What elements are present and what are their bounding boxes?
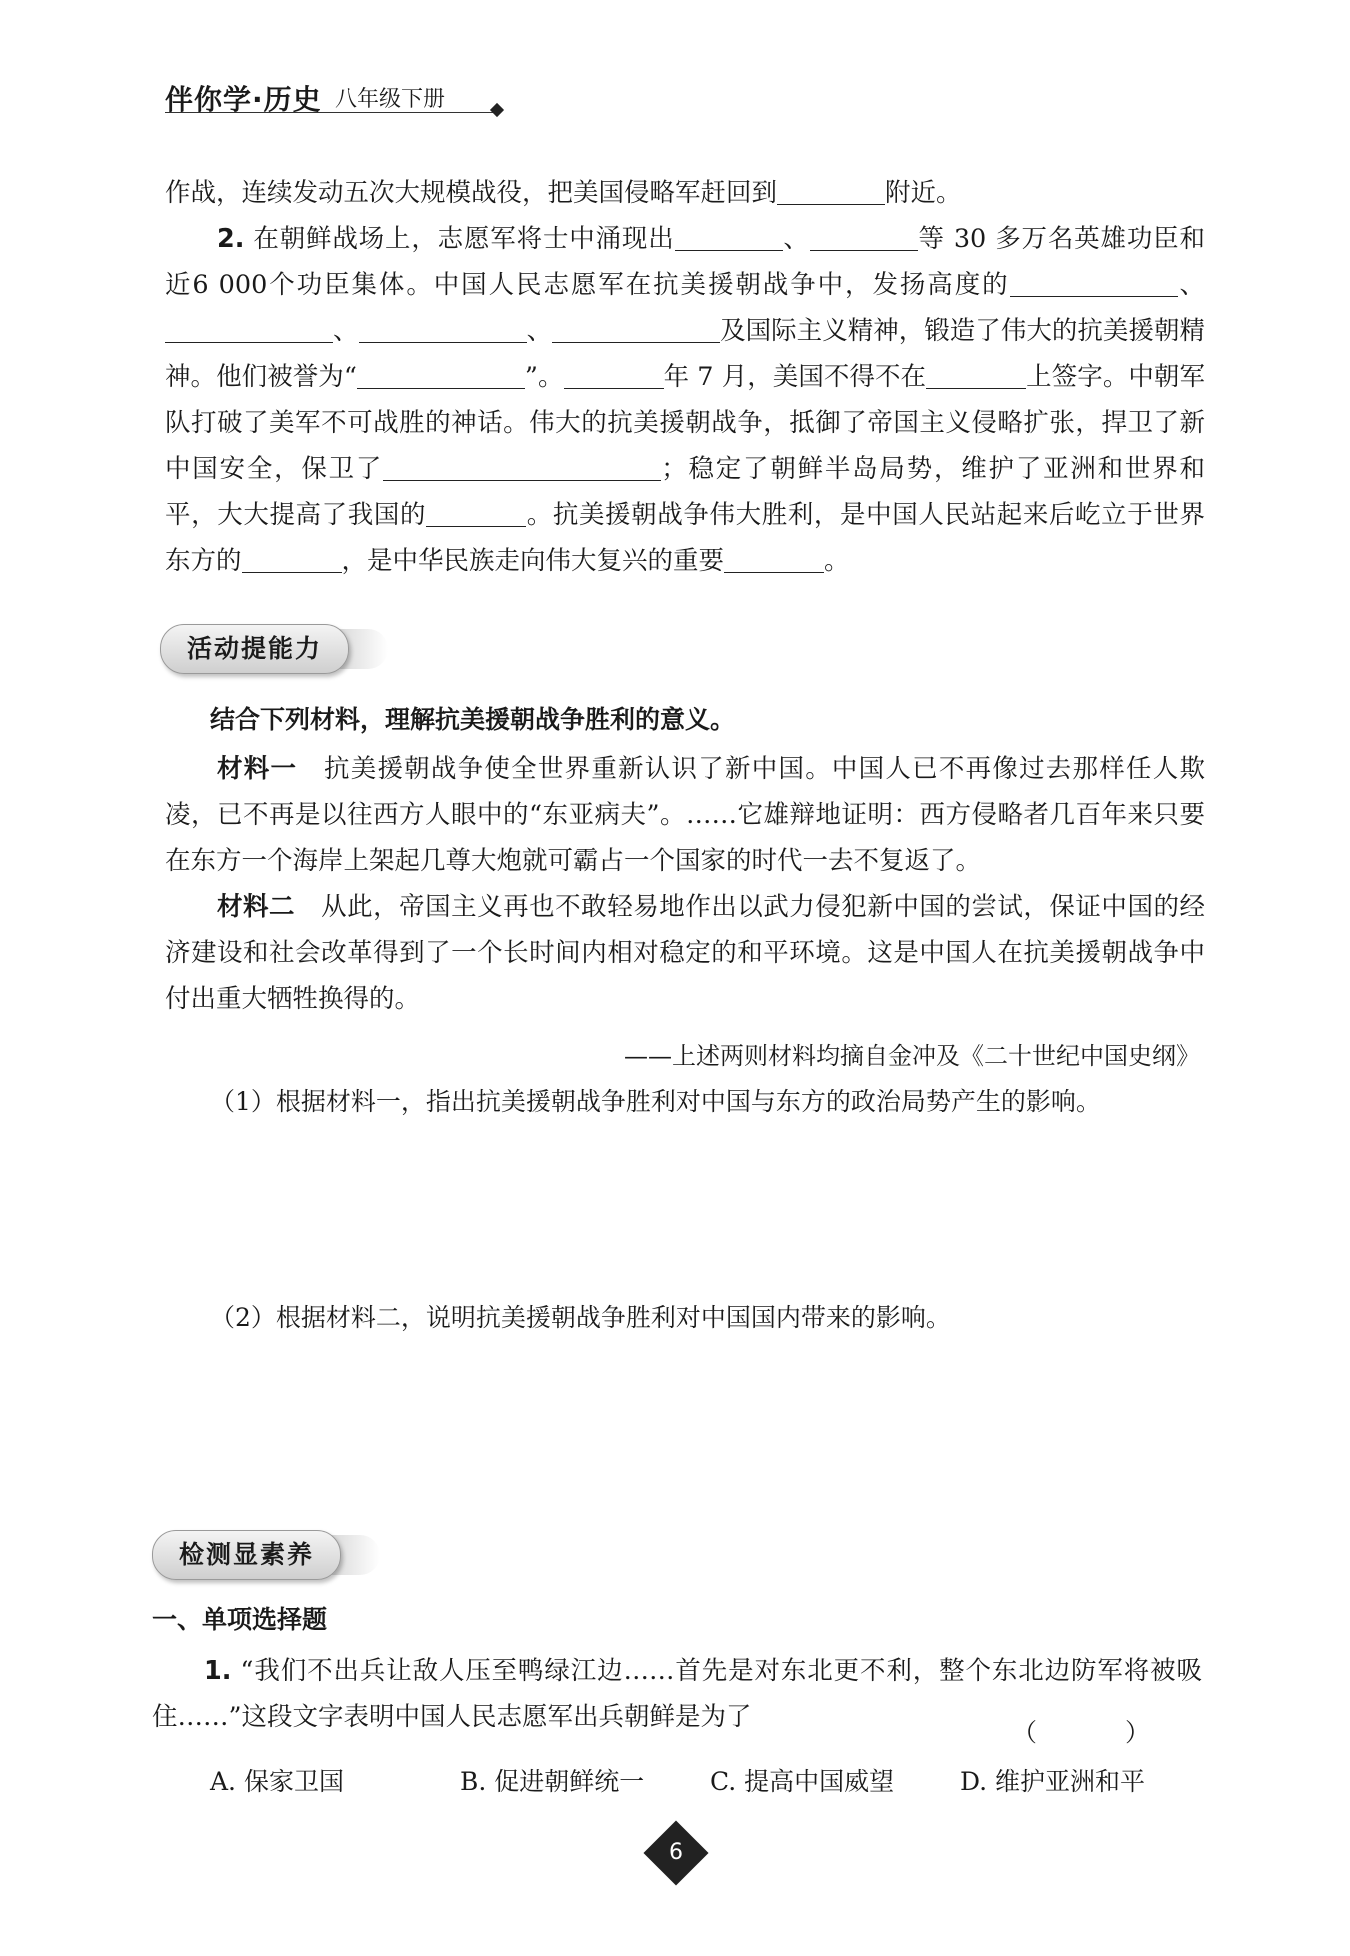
question-number: 2. xyxy=(217,224,245,254)
blank[interactable] xyxy=(165,312,333,343)
test-question-1: 1. “我们不出兵让敌人压至鸭绿江边……首先是对东北更不利，整个东北边防军将被吸住……”这段文字表明中国人民志愿军出兵朝鲜是为了 xyxy=(152,1656,1202,1732)
material-1: 材料一 抗美援朝战争使全世界重新认识了新中国。中国人已不再像过去那样任人欺凌，已不再是以往西方人眼中的“东亚病夫”。……它雄辩地证明：西方侵略者几百年来只要在东方一个海岸上架起几尊大炮就可霸占一个国家的时代一去不复返了。 xyxy=(165,754,1205,876)
option-c[interactable]: C. 提高中国威望 xyxy=(710,1767,895,1796)
blank[interactable] xyxy=(552,312,720,343)
blank[interactable] xyxy=(426,496,526,527)
question-number: 1. xyxy=(204,1656,232,1686)
option-a[interactable]: A. 保家卫国 xyxy=(210,1767,344,1796)
book-grade: 八年级下册 xyxy=(335,87,446,112)
review-question-2: 2. 在朝鲜战场上，志愿军将士中涌现出 、 等 30 多万名英雄功臣和近6 000个功臣集体。中国人民志愿军在抗美援朝战争中，发扬高度的 、、 、 及国际主义精神，锻造了伟大的抗美援朝精神。他们被誉为“ ”。 年 7 月，美国不得不在 上签字。中朝军队打破了美军不可战胜的神话。伟大的抗美援朝战争，抵御了帝国主义侵略扩张，捍卫了新中国安全，保卫了 ；稳定了朝鲜半岛局势，维护了亚洲和世界和平，大大提高了我国的 。抗美援朝战争伟大胜利，是中国人民站起来后屹立于世界东方的 ，是中华民族走向伟大复兴的重要 。 xyxy=(165,216,1205,584)
review-line1: 作战，连续发动五次大规模战役，把美国侵略军赶回到 附近。 xyxy=(165,170,1205,216)
materials-block xyxy=(165,746,1205,1022)
blank[interactable] xyxy=(1010,266,1178,297)
blank[interactable] xyxy=(357,358,525,389)
material-2: 材料二 从此，帝国主义再也不敢轻易地作出以武力侵犯新中国的尝试，保证中国的经济建设和社会改革得到了一个长时间内相对稳定的和平环境。这是中国人在抗美援朝战争中付出重大牺牲换得的。 xyxy=(165,892,1205,1014)
blank[interactable] xyxy=(383,450,661,481)
activity-question-2: （2）根据材料二，说明抗美援朝战争胜利对中国国内带来的影响。 xyxy=(210,1303,951,1332)
blank[interactable] xyxy=(926,358,1026,389)
blank[interactable] xyxy=(564,358,664,389)
material-label: 材料一 xyxy=(217,754,298,784)
header-diamond-icon xyxy=(490,103,504,117)
header-rule xyxy=(165,112,495,113)
option-d[interactable]: D. 维护亚洲和平 xyxy=(960,1767,1146,1796)
activity-question-1: （1）根据材料一，指出抗美援朝战争胜利对中国与东方的政治局势产生的影响。 xyxy=(210,1087,1101,1116)
material-label: 材料二 xyxy=(217,892,296,922)
blank[interactable] xyxy=(810,220,918,251)
section-tab-activity: 活动提能力 xyxy=(160,624,349,674)
section-tab-test: 检测显素养 xyxy=(152,1530,341,1580)
activity-instruction: 结合下列材料，理解抗美援朝战争胜利的意义。 xyxy=(210,705,736,734)
blank[interactable] xyxy=(777,174,885,205)
blank[interactable] xyxy=(242,542,342,573)
blank[interactable] xyxy=(359,312,527,343)
answer-bracket[interactable]: （ ） xyxy=(1012,1718,1190,1747)
material-source: ——上述两则材料均摘自金冲及《二十世纪中国史纲》 xyxy=(624,1042,1200,1070)
blank[interactable] xyxy=(724,542,824,573)
part-title: 一、单项选择题 xyxy=(152,1605,328,1634)
book-brand: 伴你学·历史 xyxy=(165,83,322,116)
page-number: 6 xyxy=(669,1840,683,1865)
review-block xyxy=(165,170,1205,584)
blank[interactable] xyxy=(675,220,783,251)
option-b[interactable]: B. 促进朝鲜统一 xyxy=(460,1767,645,1796)
